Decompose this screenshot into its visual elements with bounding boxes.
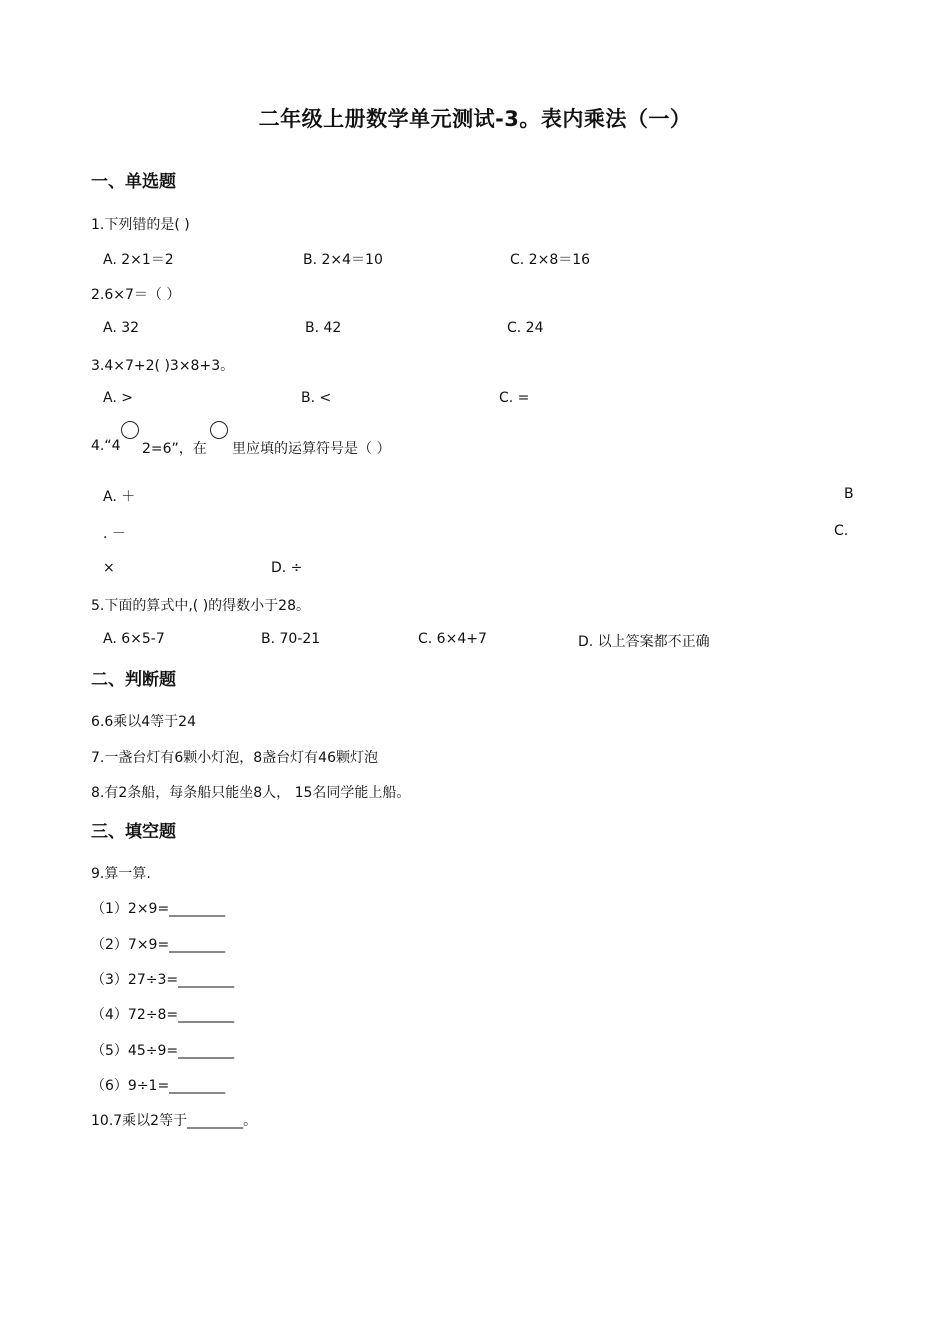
question-7: 7.一盏台灯有6颗小灯泡，8盏台灯有46颗灯泡 xyxy=(91,750,378,766)
blank-circle-icon xyxy=(210,421,228,439)
section-heading-single-choice: 一、单选题 xyxy=(91,172,176,192)
question-1-option-a: A. 2×1＝2 xyxy=(103,252,174,268)
question-6: 6.6乘以4等于24 xyxy=(91,714,196,730)
question-9-item: （2）7×9=________ xyxy=(91,937,226,953)
question-1-option-c: C. 2×8＝16 xyxy=(510,252,591,268)
question-5-option-b: B. 70-21 xyxy=(261,631,321,647)
question-4-option-c-symbol: × xyxy=(103,560,115,576)
question-2-option-a: A. 32 xyxy=(103,320,140,336)
question-4-option-c-letter: C. xyxy=(834,523,849,539)
question-5-option-a: A. 6×5-7 xyxy=(103,631,165,647)
question-9-item: （5）45÷9=________ xyxy=(91,1043,235,1059)
question-9-item: （1）2×9=________ xyxy=(91,901,226,917)
question-4-option-d: D. ÷ xyxy=(271,560,303,576)
blank-circle-icon xyxy=(121,421,139,439)
question-9-stem: 9.算一算. xyxy=(91,866,151,882)
question-10: 10.7乘以2等于________。 xyxy=(91,1113,258,1129)
question-4-stem-part1: 4.“4 xyxy=(91,438,121,454)
question-2-option-c: C. 24 xyxy=(507,320,544,336)
question-4-option-a: A. ＋ xyxy=(103,489,136,505)
question-2-stem: 2.6×7＝（ ） xyxy=(91,287,181,303)
question-1-stem: 1.下列错的是( ) xyxy=(91,217,190,233)
question-5-option-c: C. 6×4+7 xyxy=(418,631,487,647)
section-heading-fill-blank: 三、填空题 xyxy=(91,822,176,842)
question-9-item: （4）72÷8=________ xyxy=(91,1007,235,1023)
question-4-option-b-letter: B xyxy=(844,486,854,502)
question-9-item: （3）27÷3=________ xyxy=(91,972,235,988)
question-3-stem: 3.4×7+2( )3×8+3。 xyxy=(91,358,235,374)
question-5-option-d: D. 以上答案都不正确 xyxy=(578,634,710,650)
question-3-option-a: A. > xyxy=(103,390,133,406)
question-8: 8.有2条船，每条船只能坐8人， 15名同学能上船。 xyxy=(91,785,411,801)
question-1-option-b: B. 2×4＝10 xyxy=(303,252,383,268)
question-4-option-b-symbol: . － xyxy=(103,526,126,542)
question-4-stem-part3: 里应填的运算符号是（ ） xyxy=(232,441,391,457)
question-9-item: （6）9÷1=________ xyxy=(91,1078,226,1094)
question-3-option-b: B. < xyxy=(301,390,332,406)
question-2-option-b: B. 42 xyxy=(305,320,342,336)
section-heading-true-false: 二、判断题 xyxy=(91,670,176,690)
page-title: 二年级上册数学单元测试-3。表内乘法（一） xyxy=(258,107,692,131)
question-3-option-c: C. = xyxy=(499,390,530,406)
question-5-stem: 5.下面的算式中,( )的得数小于28。 xyxy=(91,598,310,614)
question-4-stem-part2: 2=6”，在 xyxy=(142,441,207,457)
